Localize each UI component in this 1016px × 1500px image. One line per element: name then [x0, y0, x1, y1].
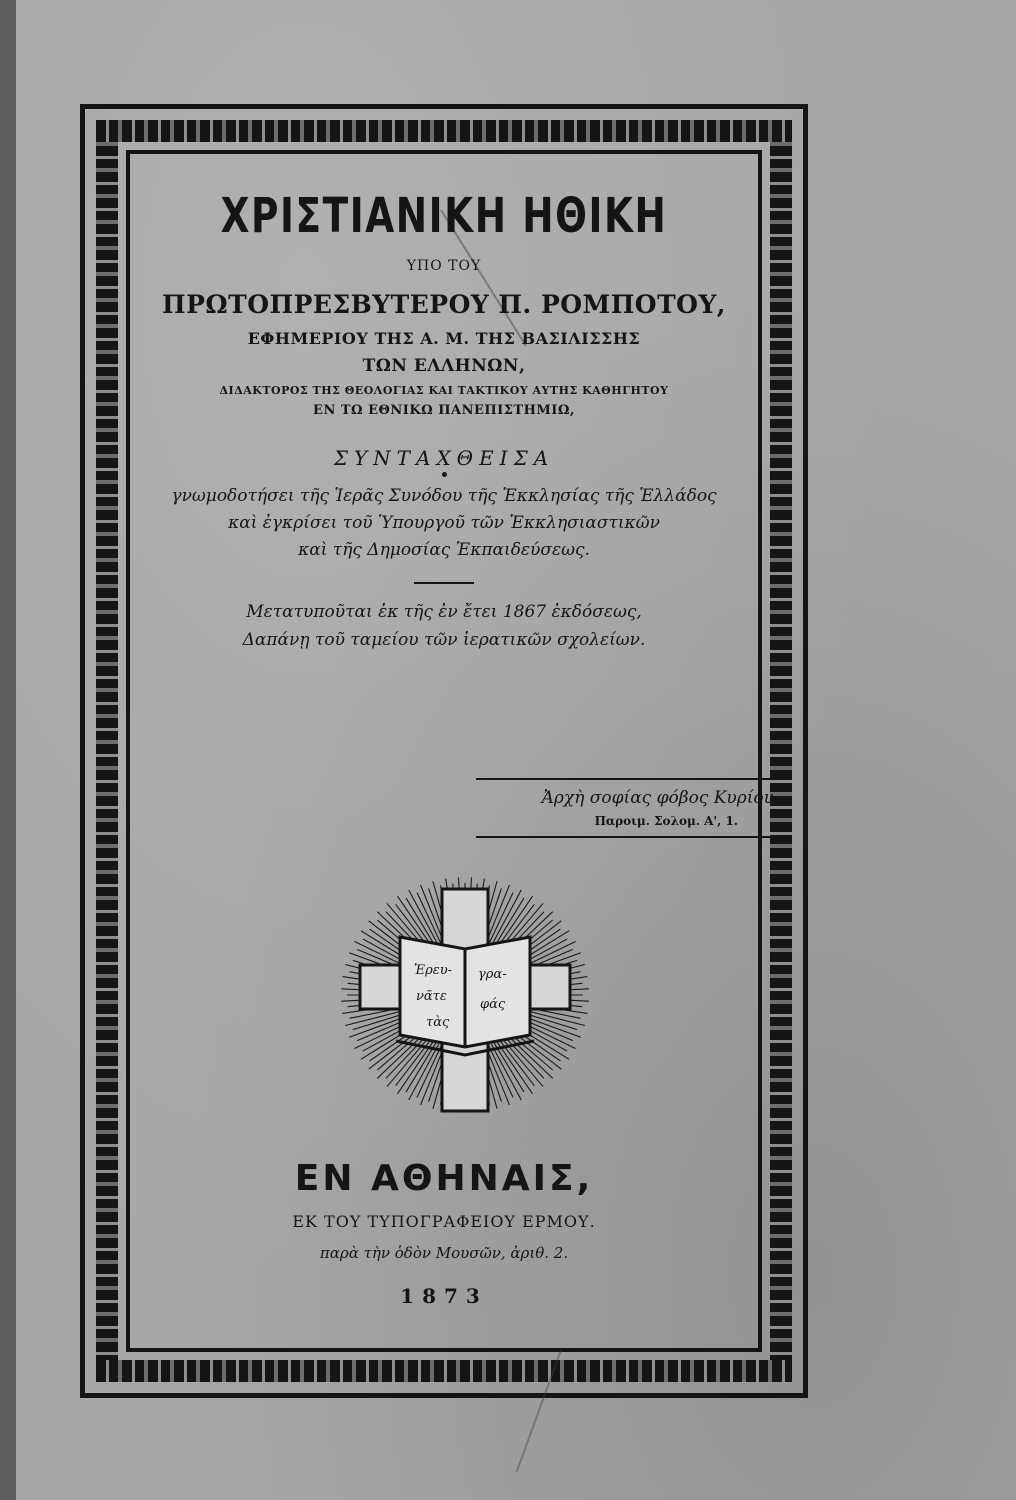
- epigraph-source: Παροιμ. Σολομ. Α', 1.: [594, 814, 738, 828]
- epigraph-bottom-rule: [476, 836, 778, 838]
- book-text: φάς: [480, 997, 506, 1012]
- epigraph-top-rule: [476, 778, 778, 780]
- author-office-line: ΔΙΔΑΚΤΟΡΟΣ ΤΗΣ ΘΕΟΛΟΓΙΑΣ ΚΑΙ ΤΑΚΤΙΚΟΥ ΑΥΤΗΣ ΚΑΘΗΓΗΤΟΥ: [219, 384, 669, 397]
- approval-line: γνωμοδοτήσει τῆς Ἱερᾶς Συνόδου τῆς Ἐκκλησίας τῆς Ἑλλάδος: [171, 486, 717, 506]
- approval-line: καὶ τῆς Δημοσίας Ἐκπαιδεύσεως.: [298, 540, 590, 560]
- publication-year: 1873: [400, 1284, 488, 1308]
- cross-and-book-emblem: [330, 865, 600, 1125]
- author-office-line: ΕΦΗΜΕΡΙΟΥ ΤΗΣ Α. Μ. ΤΗΣ ΒΑΣΙΛΙΣΣΗΣ: [247, 329, 641, 348]
- approval-line: καὶ ἐγκρίσει τοῦ Ὑπουργοῦ τῶν Ἐκκλησιαστικῶν: [228, 513, 660, 533]
- epigraph-quote: Ἀρχὴ σοφίας φόβος Κυρίου: [541, 788, 774, 808]
- book-text: γρα-: [478, 967, 507, 982]
- approval-text: [140, 483, 748, 564]
- book-text: νᾶτε: [416, 989, 447, 1004]
- book-text: τὰς: [426, 1015, 450, 1030]
- divider-rule: [414, 582, 474, 584]
- printer-name: ΕΚ ΤΟΥ ΤΥΠΟΓΡΑΦΕΙΟΥ ΕΡΜΟΥ.: [292, 1212, 596, 1231]
- emblem-drawing: [330, 865, 600, 1125]
- book-title: ΧΡΙΣΤΙΑΝΙΚΗ ΗΘΙΚΗ: [220, 188, 668, 244]
- composed-heading: ΣΥΝΤΑΧΘΕΙΣΑ: [333, 446, 555, 470]
- author-name: ΠΡΩΤΟΠΡΕΣΒΥΤΕΡΟΥ Π. ΡΟΜΠΟΤΟΥ,: [161, 290, 727, 319]
- place-of-publication: ΕΝ ΑΘΗΝΑΙΣ,: [294, 1158, 594, 1199]
- author-office-line: ΕΝ ΤΩ ΕΘΝΙΚΩ ΠΑΝΕΠΙΣΤΗΜΙΩ,: [313, 403, 575, 418]
- ornament-dot: [442, 472, 447, 477]
- epigraph-block: [476, 778, 778, 838]
- reprint-line: Μετατυποῦται ἐκ τῆς ἐν ἔτει 1867 ἐκδόσεως,: [246, 602, 642, 622]
- reprint-line: Δαπάνῃ τοῦ ταμείου τῶν ἱερατικῶν σχολείων.: [242, 630, 646, 650]
- reprint-note: [140, 598, 748, 654]
- by-line: ΥΠΟ ΤΟΥ: [406, 258, 482, 274]
- author-office-line: ΤΩΝ ΕΛΛΗΝΩΝ,: [362, 356, 526, 376]
- book-text: Ἐρευ-: [414, 963, 453, 978]
- page-edge-shadow: [0, 0, 16, 1500]
- printer-address: παρὰ τὴν ὁδὸν Μουσῶν, ἀριθ. 2.: [319, 1244, 569, 1262]
- title-block: [140, 160, 774, 1340]
